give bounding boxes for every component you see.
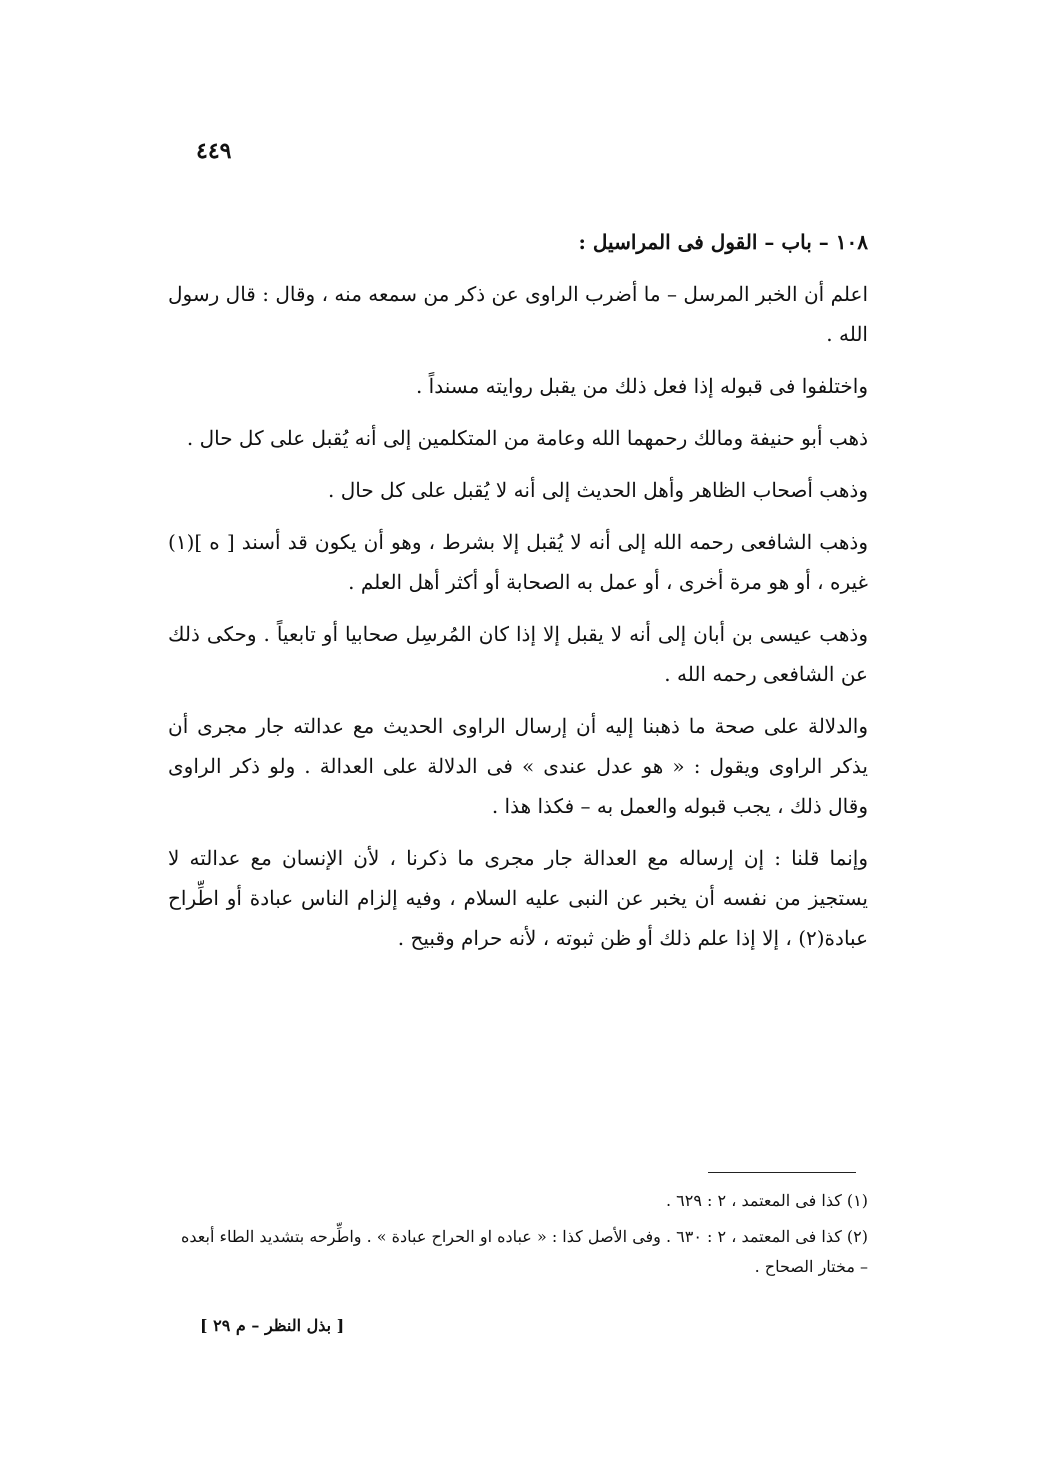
paragraph-3: ذهب أبو حنيفة ومالك رحمهما الله وعامة من المتكلمين إلى أنه يُقبل على كل حال . bbox=[186, 426, 868, 450]
footnotes bbox=[168, 1186, 868, 1288]
paragraph-7: والدلالة على صحة ما ذهبنا إليه أن إرسال الراوى الحديث مع عدالته جار مجرى أن يذكر الراوى ويقول : « هو عدل عندى » فى الدلالة على العدالة . ولو ذكر الراوى وقال ذلك ، يجب قبوله والعمل به – فكذا هذا . bbox=[168, 714, 868, 818]
page-number: ٤٤٩ bbox=[196, 138, 232, 164]
footnote-1: (١) كذا فى المعتمد ، ٢ : ٦٢٩ . bbox=[666, 1191, 868, 1210]
signature-mark: [ بذل النظر – م ٢٩ ] bbox=[200, 1316, 345, 1335]
paragraph-8: وإنما قلنا : إن إرساله مع العدالة جار مجرى ما ذكرنا ، لأن الإنسان مع عدالته لا يستجيز من نفسه أن يخبر عن النبى عليه السلام ، وفيه إلزام الناس عبادة أو اطِّراح عبادة(٢) ، إلا إذا علم ذلك أو ظن ثبوته ، لأنه حرام وقبيح . bbox=[168, 846, 868, 950]
paragraph-6: وذهب عيسى بن أبان إلى أنه لا يقبل إلا إذا كان المُرسِل صحابيا أو تابعياً . وحكى ذلك عن الشافعى رحمه الله . bbox=[168, 622, 868, 686]
footnote-2: (٢) كذا فى المعتمد ، ٢ : ٦٣٠ . وفى الأصل كذا : « عباده او الحراح عبادة » . واطِّرحه بتشديد الطاء أبعده – مختار الصحاح . bbox=[181, 1227, 868, 1276]
chapter-heading: ١٠٨ – باب – القول فى المراسيل : bbox=[578, 230, 868, 254]
paragraph-4: وذهب أصحاب الظاهر وأهل الحديث إلى أنه لا يُقبل على كل حال . bbox=[328, 478, 868, 502]
paragraph-5: وذهب الشافعى رحمه الله إلى أنه لا يُقبل إلا بشرط ، وهو أن يكون قد أسند [ ه ](١) غيره ، أو هو مرة أخرى ، أو عمل به الصحابة أو أكثر أهل العلم . bbox=[168, 530, 868, 594]
footnote-divider bbox=[708, 1172, 856, 1173]
paragraph-2: واختلفوا فى قبوله إذا فعل ذلك من يقبل روايته مسنداً . bbox=[415, 374, 868, 398]
paragraph-1: اعلم أن الخبر المرسل – ما أضرب الراوى عن ذكر من سمعه منه ، وقال : قال رسول الله . bbox=[168, 282, 868, 346]
main-text bbox=[168, 222, 868, 970]
